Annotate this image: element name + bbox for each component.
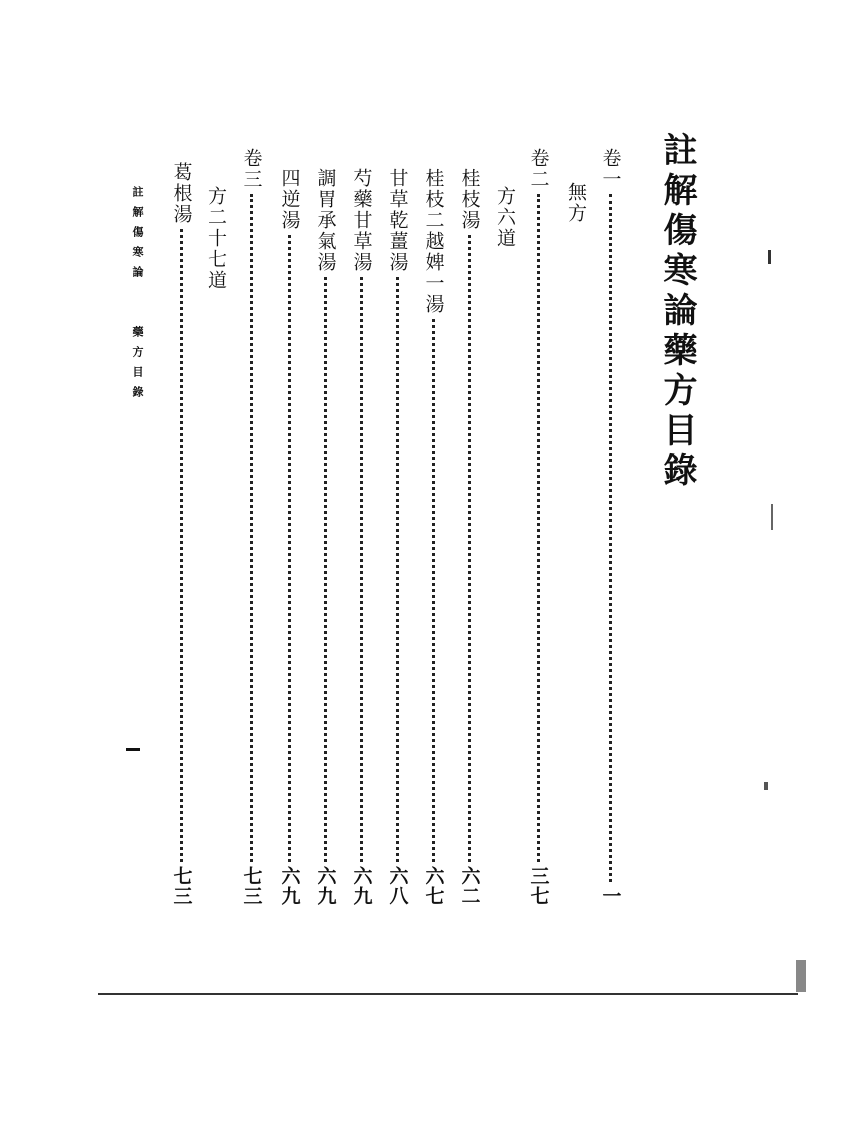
toc-page-number: 六九 <box>278 866 301 906</box>
page-folio <box>126 748 140 751</box>
scan-speck <box>796 960 806 992</box>
toc-page-number: 六二 <box>458 866 481 906</box>
toc-label: 葛根湯 <box>170 162 193 225</box>
toc-subnote: 方二十七道 <box>205 186 227 291</box>
toc-entry <box>276 168 302 906</box>
running-head-section: 藥方目錄 <box>131 326 144 406</box>
toc-page-number: 六九 <box>350 866 373 906</box>
toc-label: 芍藥甘草湯 <box>350 168 373 273</box>
toc-entry <box>420 168 446 906</box>
toc-page-number: 七三 <box>170 866 193 906</box>
toc-label: 卷二 <box>527 148 550 190</box>
running-head-title: 註解傷寒論 <box>131 186 144 286</box>
toc-page-number: 三七 <box>527 866 550 906</box>
dot-leader <box>288 235 291 862</box>
toc-entry <box>312 168 338 906</box>
toc-page-number: 一 <box>599 886 622 906</box>
dot-leader <box>609 194 612 882</box>
toc-entry-vol2 <box>525 148 551 906</box>
toc-entry-vol3 <box>238 148 264 906</box>
toc-label: 調胃承氣湯 <box>314 168 337 273</box>
toc-label: 卷三 <box>240 148 263 190</box>
scan-speck <box>764 782 768 790</box>
toc-label: 卷一 <box>599 148 622 190</box>
toc-entry <box>348 168 374 906</box>
page-bottom-rule <box>98 993 798 995</box>
toc-label: 桂枝湯 <box>458 168 481 231</box>
dot-leader <box>324 277 327 862</box>
dot-leader <box>537 194 540 862</box>
toc-page-number: 六九 <box>314 866 337 906</box>
toc-entry <box>456 168 482 906</box>
scan-speck <box>771 504 773 530</box>
toc-subnote: 無方 <box>565 182 587 224</box>
toc-entry-vol1 <box>597 148 623 906</box>
page-title: 註解傷寒論藥方目錄 <box>657 132 697 492</box>
dot-leader <box>468 235 471 862</box>
toc-subnote: 方六道 <box>494 186 516 249</box>
toc-label: 桂枝二越婢一湯 <box>422 168 445 315</box>
dot-leader <box>360 277 363 862</box>
toc-page-number: 七三 <box>240 866 263 906</box>
scan-speck <box>768 250 771 264</box>
toc-page-number: 六八 <box>386 866 409 906</box>
toc-entry <box>384 168 410 906</box>
dot-leader <box>396 277 399 862</box>
dot-leader <box>250 194 253 862</box>
toc-page-number: 六七 <box>422 866 445 906</box>
toc-entry <box>168 162 194 906</box>
toc-label: 四逆湯 <box>278 168 301 231</box>
dot-leader <box>180 229 183 862</box>
dot-leader <box>432 319 435 862</box>
toc-label: 甘草乾薑湯 <box>386 168 409 273</box>
